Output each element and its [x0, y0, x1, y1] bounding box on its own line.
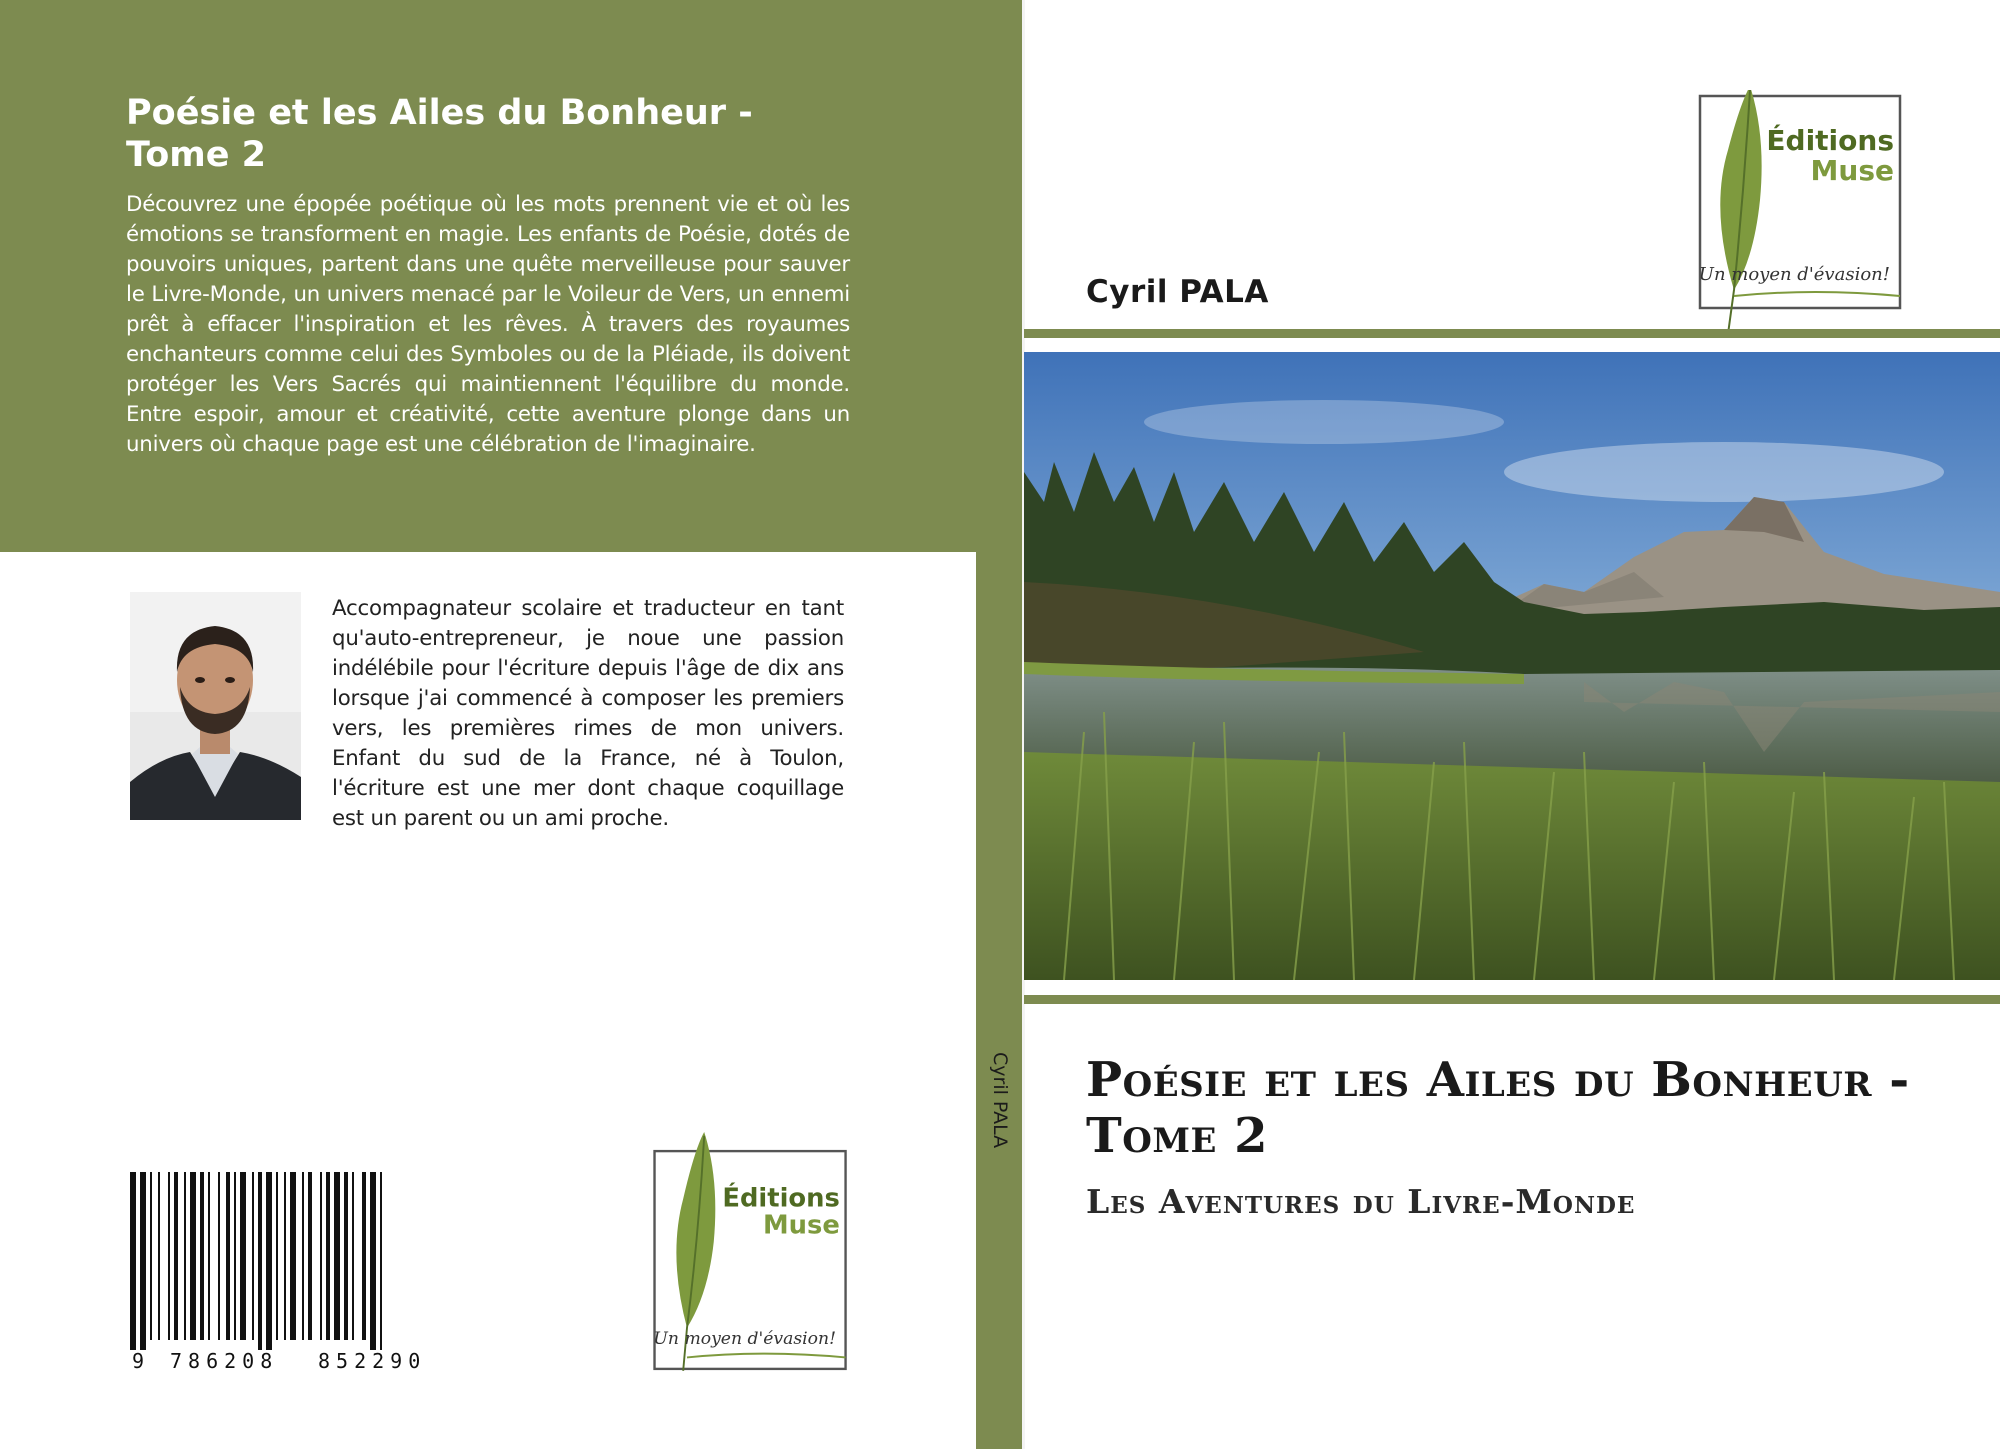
barcode-bar — [200, 1172, 204, 1340]
barcode-bar — [344, 1172, 348, 1340]
barcode-bar — [266, 1172, 272, 1350]
logo-name-line2: Muse — [762, 1210, 840, 1241]
barcode-bar — [226, 1172, 230, 1340]
logo-name-line1: Éditions — [1766, 124, 1894, 157]
spine-author: Cyril PALA — [989, 1052, 1011, 1149]
barcode-bar — [130, 1172, 136, 1350]
barcode-bar — [258, 1172, 262, 1350]
barcode-bar — [190, 1172, 196, 1340]
barcode-bar — [326, 1172, 330, 1340]
feather-icon — [676, 1132, 715, 1328]
logo-name-line2: Muse — [1810, 154, 1894, 187]
book-spine — [976, 552, 1022, 1449]
barcode-bar — [334, 1172, 340, 1340]
front-cover-title: Poésie et les Ailes du Bonheur - Tome 2 — [1086, 1052, 1910, 1164]
barcode-bar — [168, 1172, 170, 1340]
isbn-barcode — [128, 1172, 458, 1372]
barcode-bar — [308, 1172, 312, 1340]
barcode-bar — [240, 1172, 246, 1340]
logo-tagline: Un moyen d'évasion! — [1698, 264, 1890, 285]
publisher-logo-back — [648, 1132, 854, 1388]
barcode-bar — [150, 1172, 152, 1340]
barcode-bar — [252, 1172, 254, 1340]
author-photo — [130, 592, 301, 820]
barcode-bar — [380, 1172, 382, 1350]
front-cover-bottom-rule — [1024, 995, 2000, 1004]
back-cover-title: Poésie et les Ailes du Bonheur - Tome 2 — [126, 93, 753, 175]
barcode-bar — [302, 1172, 304, 1340]
logo-name-line1: Éditions — [722, 1183, 840, 1214]
barcode-bar — [218, 1172, 220, 1340]
barcode-bar — [174, 1172, 178, 1340]
barcode-bar — [208, 1172, 210, 1340]
isbn-digit-group-3: 852290 — [318, 1349, 427, 1372]
barcode-bar — [370, 1172, 376, 1350]
barcode-bar — [352, 1172, 354, 1340]
front-cover-author: Cyril PALA — [1086, 274, 1269, 310]
logo-tagline: Un moyen d'évasion! — [653, 1329, 837, 1350]
feather-icon — [1720, 90, 1761, 290]
front-cover-top-rule — [1024, 329, 2000, 338]
front-cover-subtitle: Les Aventures du Livre-Monde — [1086, 1182, 1636, 1221]
cover-landscape-photo — [1024, 352, 2000, 980]
barcode-bar — [284, 1172, 286, 1340]
isbn-digit-group-1: 9 — [132, 1349, 145, 1372]
barcode-bar — [276, 1172, 278, 1340]
publisher-logo-front — [1694, 90, 1908, 358]
barcode-bar — [158, 1172, 160, 1340]
author-biography: Accompagnateur scolaire et traducteur en tant qu'auto-entrepreneur, je noue une passion indélébile pour l'écriture depuis l'âge de dix ans lorsque j'ai commencé à composer les premiers vers, les premières rimes de mon univers. Enfant du sud de la France, né à Toulon, l'écriture est une mer dont chaque coquillage est un parent ou un ami proche. — [332, 596, 844, 831]
back-cover-summary: Découvrez une épopée poétique où les mots prennent vie et où les émotions se transforment en magie. Les enfants de Poésie, dotés de pouvoirs uniques, partent dans une quête merveilleuse pour sauver le Livre-Monde, un univers menacé par le Voileur de Vers, un ennemi prêt à effacer l'inspiration et les rêves. À travers des royaumes enchanteurs comme celui des Symboles ou de la Pléiade, ils doivent protéger les Vers Sacrés qui maintiennent l'équilibre du monde. Entre espoir, amour et créativité, cette aventure plonge dans un univers où chaque page est une célébration de l'imaginaire. — [126, 192, 850, 457]
isbn-digit-group-2: 786208 — [170, 1349, 279, 1372]
barcode-bar — [140, 1172, 146, 1350]
barcode-bar — [234, 1172, 236, 1340]
barcode-bar — [290, 1172, 296, 1340]
barcode-bar — [362, 1172, 366, 1340]
barcode-bar — [320, 1172, 322, 1340]
barcode-bar — [184, 1172, 186, 1340]
